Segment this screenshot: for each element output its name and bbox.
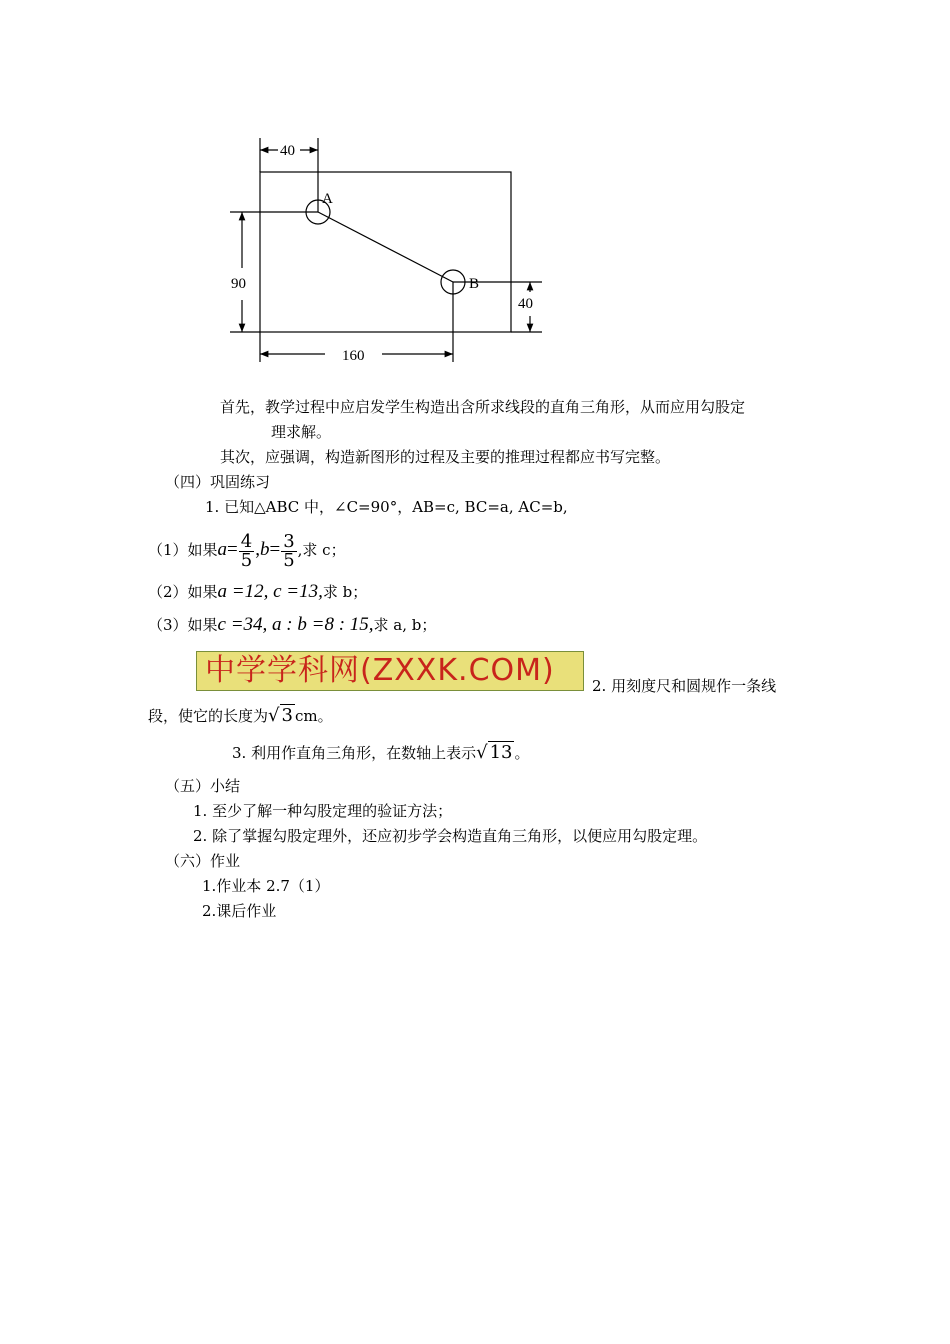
segment-ab — [318, 212, 453, 282]
question-1: （1）如果a= $\frac{4}{5}$ ,b= $\frac{3}{5}$ ,求 c； — [148, 530, 346, 571]
summary-item-2: 2. 除了掌握勾股定理外，还应初步学会构造直角三角形，以便应用勾股定理。 — [193, 827, 708, 845]
section-title-homework: （六）作业 — [165, 852, 241, 870]
dim-top-label: 40 — [280, 143, 295, 159]
homework-item-1: 1.作业本 2.7（1） — [202, 877, 330, 895]
paragraph-first-line1: 首先，教学过程中应启发学生构造出含所求线段的直角三角形，从而应用勾股定 — [220, 398, 746, 416]
exercise-1: 1. 已知△ABC 中，∠C=90°，AB=c, BC=a, AC=b, — [205, 498, 568, 516]
dim-left-label: 90 — [231, 276, 246, 292]
summary-item-1: 1. 至少了解一种勾股定理的验证方法； — [193, 802, 453, 820]
fraction-a: $\frac{4}{5}$ — [240, 530, 253, 571]
question-3: （3）如果c =34, a : b =8 : 15,求 a, b； — [148, 614, 437, 635]
section-title-practice: （四）巩固练习 — [165, 473, 271, 491]
sqrt-13: √ 13 — [476, 742, 513, 763]
section-title-summary: （五）小结 — [165, 777, 241, 795]
exercise-2-line1: 2. 用刻度尺和圆规作一条线 — [592, 677, 777, 695]
point-a-label: A — [322, 191, 333, 207]
question-2: （2）如果a =12, c =13,求 b； — [148, 581, 368, 602]
point-b-label: B — [469, 276, 480, 292]
dim-bottom-label: 160 — [342, 348, 365, 364]
sqrt-3: √ 3 — [268, 705, 293, 726]
homework-item-2: 2.课后作业 — [202, 902, 277, 920]
zxxk-logo: 中学学科网(ZXXK.COM) — [196, 651, 584, 691]
dimension-diagram — [0, 0, 950, 380]
fraction-b: $\frac{3}{5}$ — [283, 530, 295, 571]
plate-rectangle — [260, 172, 511, 332]
exercise-2-line2: 段，使它的长度为√ 3 cm。 — [148, 705, 333, 726]
exercise-3: 3. 利用作直角三角形，在数轴上表示√ 13 。 — [232, 742, 530, 763]
paragraph-second: 其次，应强调，构造新图形的过程及主要的推理过程都应书写完整。 — [220, 448, 671, 466]
dim-right-label: 40 — [518, 296, 533, 312]
paragraph-first-line2: 理求解。 — [271, 423, 332, 441]
